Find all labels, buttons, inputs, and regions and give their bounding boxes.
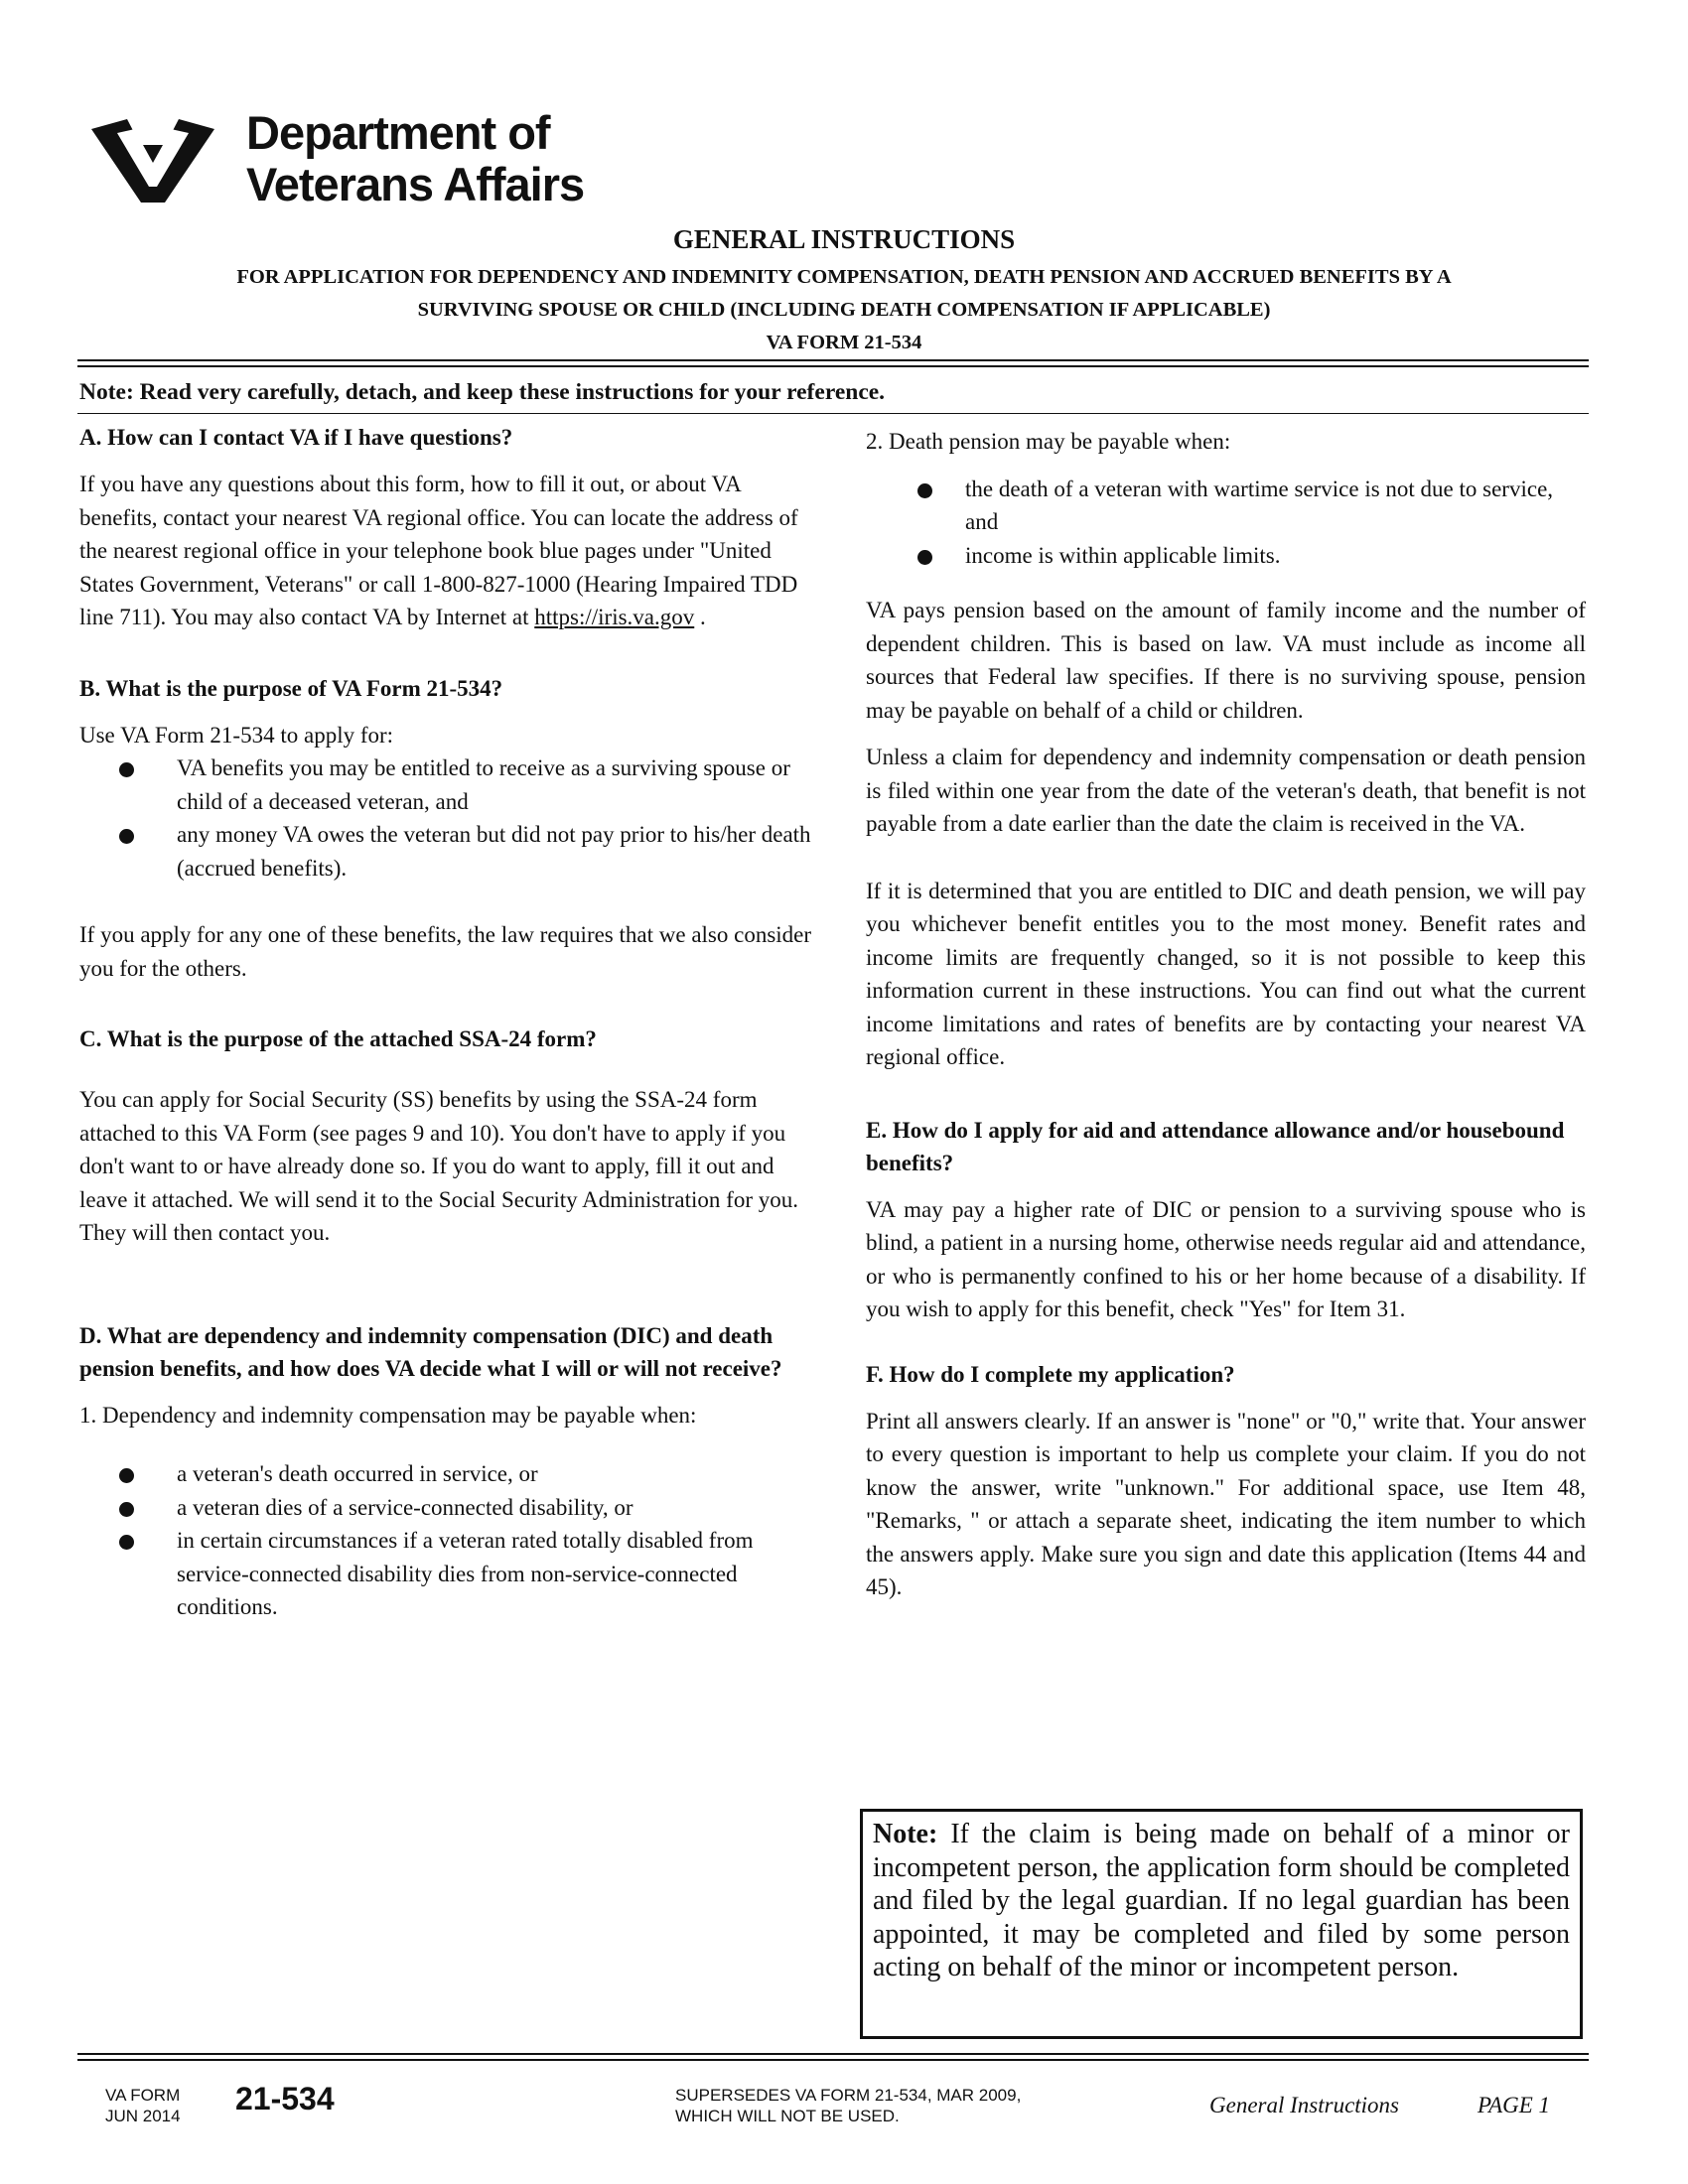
section-b-intro: Use VA Form 21-534 to apply for:	[79, 722, 394, 748]
section-b-heading: B. What is the purpose of VA Form 21-534?	[79, 675, 503, 701]
note-text: If the claim is being made on behalf of a minor or incompetent person, the application form should be completed and filed by the legal guardian. If no legal guardian has been appointed, it may be completed and filed by some person acting on behalf of the minor or incompetent person.	[873, 1819, 1570, 1982]
section-d-heading: D. What are dependency and indemnity compensation (DIC) and death pension benefits, and how does VA decide what I will or will not receive?	[79, 1322, 782, 1381]
bullet-text: VA benefits you may be entitled to receive as a surviving spouse or child of a deceased veteran, and	[177, 755, 790, 814]
section-d-item2: 2. Death pension may be payable when:	[866, 429, 1231, 454]
section-d-list2	[866, 473, 1586, 573]
right-column	[866, 425, 1586, 1604]
bullet-icon	[917, 550, 932, 565]
divider-footer-2	[77, 2059, 1589, 2061]
supersedes-line2: WHICH WILL NOT BE USED.	[675, 2107, 900, 2125]
section-b-list	[79, 751, 819, 885]
list-item	[866, 539, 1586, 573]
footer-form-number: 21-534	[235, 2081, 335, 2116]
list-item	[79, 1457, 819, 1491]
divider-top	[77, 359, 1589, 361]
iris-link[interactable]: https://iris.va.gov	[534, 605, 695, 629]
footer-form-date: JUN 2014	[105, 2107, 181, 2125]
bullet-text: income is within applicable limits.	[965, 542, 1281, 568]
list-item	[79, 1524, 819, 1624]
section-d-para2: Unless a claim for dependency and indemnity compensation or death pension is filed within one year from the date of the veteran's death, that benefit is not payable from a date earlier than the date the claim is received in the VA.	[866, 745, 1586, 836]
bullet-icon	[119, 1502, 134, 1517]
divider-top-2	[77, 365, 1589, 367]
bullet-icon	[119, 829, 134, 844]
va-seal-icon	[87, 111, 218, 210]
bullet-text: in certain circumstances if a veteran rated totally disabled from service-connected disability dies from non-service-connected conditions.	[177, 1528, 754, 1619]
guardian-note-box	[860, 1809, 1583, 2039]
section-b-outro: If you apply for any one of these benefits, the law requires that we also consider you for the others.	[79, 922, 812, 981]
note-instructions: Note: Read very carefully, detach, and keep these instructions for your reference.	[79, 379, 886, 405]
section-a-heading: A. How can I contact VA if I have questions?	[79, 425, 513, 450]
list-item	[79, 1491, 819, 1525]
footer-supersedes	[675, 2085, 1021, 2126]
page-title: GENERAL INSTRUCTIONS	[672, 224, 1016, 254]
section-a-text: If you have any questions about this form, how to fill it out, or about VA benefits, contact your nearest VA regional office. You can locate the address of the nearest regional office in your telephone book blue pages under "United States Government, Veterans" or call 1-800-827-1000 (Hearing Impaired TDD line 711). You may also contact VA by Internet at	[79, 472, 798, 629]
subtitle-line2: SURVIVING SPOUSE OR CHILD (INCLUDING DEATH COMPENSATION IF APPLICABLE)	[417, 299, 1271, 321]
list-item	[79, 818, 819, 885]
logo-line1: Department of	[246, 106, 550, 159]
bullet-text: a veteran dies of a service-connected disability, or	[177, 1494, 633, 1520]
section-d-para1: VA pays pension based on the amount of family income and the number of dependent children. This is based on law. VA must include as income all sources that Federal law specifies. If there is no surviving spouse, pension may be payable on behalf of a child or children.	[866, 598, 1586, 723]
section-f-body: Print all answers clearly. If an answer is "none" or "0," write that. Your answer to every question is important to help us complete your claim. If you do not know the answer, write "unknown." For additional space, use Item 48, "Remarks, " or attach a separate sheet, indicating the item number to which the answers apply. Make sure you sign and date this application (Items 44 and 45).	[866, 1408, 1586, 1599]
list-item	[866, 473, 1586, 539]
va-logo	[87, 107, 683, 216]
bullet-text: the death of a veteran with wartime service is not due to service, and	[965, 476, 1554, 534]
section-c-body: You can apply for Social Security (SS) benefits by using the SSA-24 form attached to this VA Form (see pages 9 and 10). You don't have to apply if you don't want to or have already done so. If you do want to apply, fill it out and leave it attached. We will send it to the Social Security Administration for you. They will then contact you.	[79, 1087, 798, 1245]
footer-page-number: PAGE 1	[1477, 2093, 1551, 2117]
supersedes-line1: SUPERSEDES VA FORM 21-534, MAR 2009,	[675, 2086, 1022, 2105]
section-c-heading: C. What is the purpose of the attached SSA-24 form?	[79, 1026, 597, 1051]
bullet-text: a veteran's death occurred in service, or	[177, 1461, 538, 1486]
section-d-item1: 1. Dependency and indemnity compensation may be payable when:	[79, 1402, 697, 1428]
bullet-icon	[917, 483, 932, 498]
footer-form-label: VA FORM	[105, 2086, 181, 2105]
section-a-end: .	[694, 605, 706, 629]
section-d-list1	[79, 1457, 819, 1624]
section-a-body	[79, 468, 819, 634]
subtitle-line1: FOR APPLICATION FOR DEPENDENCY AND INDEMNITY COMPENSATION, DEATH PENSION AND ACCRUED BENEFITS BY A	[236, 266, 1452, 288]
logo-text	[246, 107, 584, 210]
list-item	[79, 751, 819, 818]
page-subtitle	[60, 261, 1628, 359]
left-column	[79, 421, 819, 1624]
form-id: VA FORM 21-534	[766, 332, 922, 353]
divider-footer	[77, 2053, 1589, 2055]
bullet-text: any money VA owes the veteran but did not pay prior to his/her death (accrued benefits).	[177, 822, 811, 881]
section-e-heading: E. How do I apply for aid and attendance allowance and/or housebound benefits?	[866, 1117, 1565, 1175]
footer-section-name: General Instructions	[1209, 2093, 1400, 2117]
note-label: Note:	[873, 1819, 938, 1849]
section-d-para3: If it is determined that you are entitled to DIC and death pension, we will pay you whichever benefit entitles you to the most money. Benefit rates and income limits are frequently changed, so it is not possible to keep this information current in these instructions. You can find out what the current income limitations and rates of benefits are by contacting your nearest VA regional office.	[866, 878, 1586, 1069]
divider-note	[77, 413, 1589, 414]
section-f-heading: F. How do I complete my application?	[866, 1361, 1235, 1387]
bullet-icon	[119, 1468, 134, 1483]
section-e-body: VA may pay a higher rate of DIC or pension to a surviving spouse who is blind, a patient in a nursing home, otherwise needs regular aid and attendance, or who is permanently confined to his or her home because of a disability. If you wish to apply for this benefit, check "Yes" for Item 31.	[866, 1196, 1586, 1321]
logo-line2: Veterans Affairs	[246, 158, 585, 210]
bullet-icon	[119, 1535, 134, 1550]
footer-form-info	[105, 2085, 181, 2126]
bullet-icon	[119, 762, 134, 777]
